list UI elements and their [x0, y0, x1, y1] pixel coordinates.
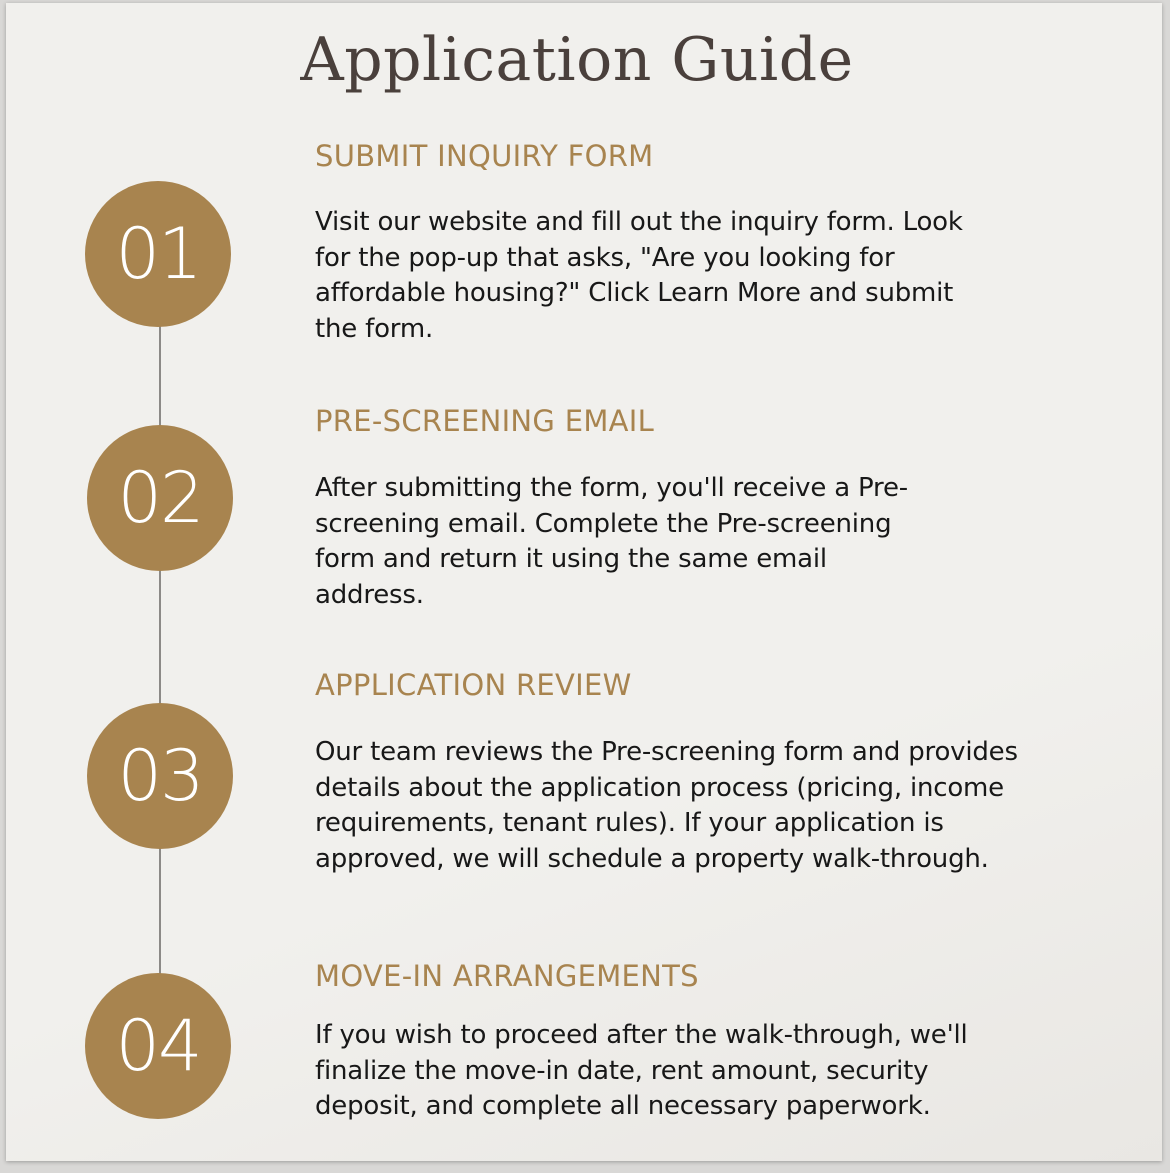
step-heading: APPLICATION REVIEW: [315, 668, 632, 702]
step-number: 02: [117, 457, 203, 539]
step-description: If you wish to proceed after the walk-through, we'll finalize the move-in date, rent amount, security deposit, and complete all necessary paperwork.: [315, 1020, 968, 1121]
step-description: After submitting the form, you'll receive a Pre- screening email. Complete the Pre-screening form and return it using the same email address.: [315, 473, 908, 610]
step-number: 04: [115, 1005, 201, 1087]
step-number-badge: [85, 181, 231, 327]
step-number: 01: [115, 213, 201, 295]
timeline-connector: [159, 569, 161, 709]
guide-card: [6, 3, 1162, 1161]
step-description: Our team reviews the Pre-screening form and provides details about the application process (pricing, income requirements, tenant rules). If your application is approved, we will schedule a property walk-through.: [315, 737, 1018, 874]
step-number-badge: [87, 425, 233, 571]
step-number-badge: [85, 973, 231, 1119]
step-number: 03: [117, 735, 203, 817]
step-number-badge: [87, 703, 233, 849]
step-heading: SUBMIT INQUIRY FORM: [315, 139, 654, 173]
timeline-connector: [159, 323, 161, 433]
step-heading: MOVE-IN ARRANGEMENTS: [315, 959, 699, 993]
timeline-connector: [159, 848, 161, 983]
step-description: Visit our website and fill out the inquiry form. Look for the pop-up that asks, "Are you looking for affordable housing?" Click Learn More and submit the form.: [315, 207, 963, 344]
step-heading: PRE-SCREENING EMAIL: [315, 404, 655, 438]
page-title: Application Guide: [300, 25, 854, 95]
